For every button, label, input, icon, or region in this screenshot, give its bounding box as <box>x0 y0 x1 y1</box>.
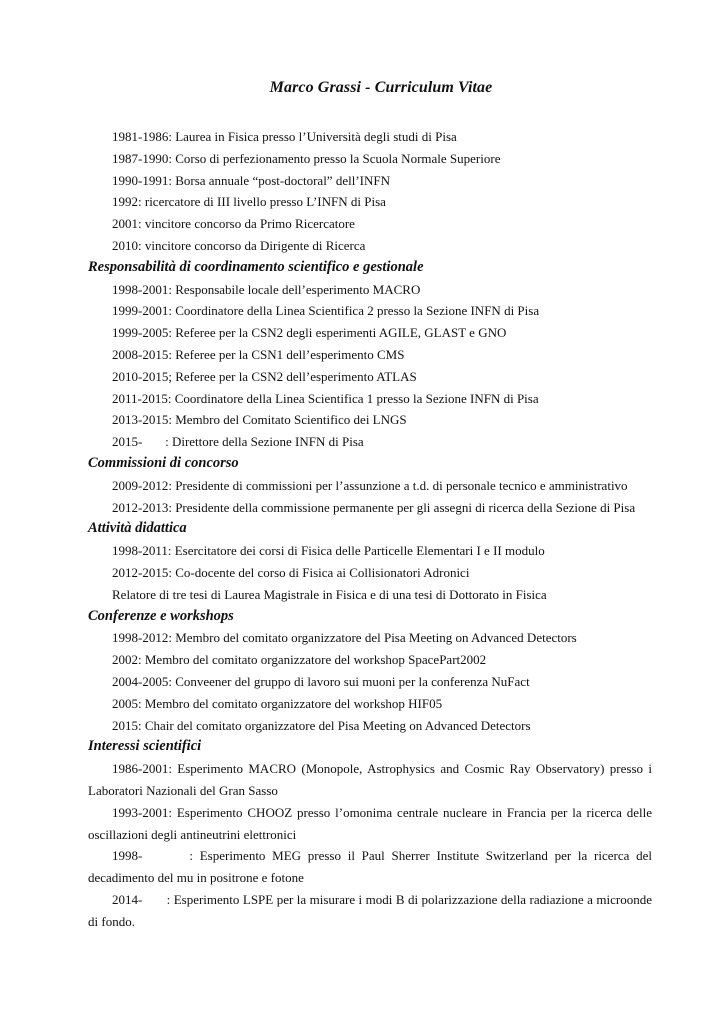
list-item: 1998-2001: Responsabile locale dell’esperimento MACRO <box>112 281 421 297</box>
document-title: Marco Grassi - Curriculum Vitae <box>269 79 493 96</box>
section-heading-conferenze: Conferenze e workshops <box>88 607 234 624</box>
career-list <box>88 126 652 257</box>
career-item: 1990-1991: Borsa annuale “post-doctoral” dell’INFN <box>112 172 390 188</box>
interessi-list <box>88 758 656 932</box>
responsabilita-list <box>88 279 652 453</box>
section-heading-commissioni: Commissioni di concorso <box>88 454 239 471</box>
list-item: 2012-2013: Presidente della commissione permanente per gli assegni di ricerca della Sezione di Pisa <box>112 499 636 515</box>
section-heading-interessi: Interessi scientifici <box>88 738 202 755</box>
paragraph: 2014- : Esperimento LSPE per la misurare i modi B di polarizzazione della radiazione a microonde di fondo. <box>88 891 656 929</box>
didattica-note: Relatore di tre tesi di Laurea Magistrale in Fisica e di una tesi di Dottorato in Fisica <box>112 586 547 602</box>
career-item: 2001: vincitore concorso da Primo Ricercatore <box>112 216 355 232</box>
list-item: 2004-2005: Conveener del gruppo di lavoro sui muoni per la conferenza NuFact <box>112 673 530 689</box>
list-item: 2013-2015: Membro del Comitato Scientifico dei LNGS <box>112 412 407 428</box>
career-item: 2010: vincitore concorso da Dirigente di Ricerca <box>112 237 366 253</box>
list-item: 2002: Membro del comitato organizzatore del workshop SpacePart2002 <box>112 652 487 668</box>
list-item: 2015: Chair del comitato organizzatore del Pisa Meeting on Advanced Detectors <box>112 717 531 733</box>
list-item: 2008-2015: Referee per la CSN1 dell’esperimento CMS <box>112 346 405 362</box>
career-item: 1987-1990: Corso di perfezionamento presso la Scuola Normale Superiore <box>112 150 501 166</box>
career-item: 1981-1986: Laurea in Fisica presso l’Università degli studi di Pisa <box>112 129 457 144</box>
conferenze-list <box>88 627 652 736</box>
didattica-list <box>88 540 652 605</box>
list-item: 1998-2012: Membro del comitato organizzatore del Pisa Meeting on Advanced Detectors <box>112 630 577 646</box>
list-item: 1999-2001: Coordinatore della Linea Scientifica 2 presso la Sezione INFN di Pisa <box>112 303 540 319</box>
list-item: 1998-2011: Esercitatore dei corsi di Fisica delle Particelle Elementari I e II modulo <box>112 543 545 559</box>
list-item: 2015- : Direttore della Sezione INFN di Pisa <box>112 434 364 450</box>
paragraph: 1993-2001: Esperimento CHOOZ presso l’omonima centrale nucleare in Francia per la ricerca delle oscillazioni degli antineutrini elettronici <box>88 804 652 842</box>
career-item: 1992: ricercatore di III livello presso L’INFN di Pisa <box>112 194 386 210</box>
list-item: 2010-2015; Referee per la CSN2 dell’esperimento ATLAS <box>112 368 417 384</box>
list-item: 2005: Membro del comitato organizzatore del workshop HIF05 <box>112 695 443 711</box>
commissioni-list <box>88 475 652 519</box>
section-heading-responsabilita: Responsabilità di coordinamento scientifico e gestionale <box>88 258 424 275</box>
list-item: 2009-2012: Presidente di commissioni per l’assunzione a t.d. di personale tecnico e amministrativo <box>112 477 628 493</box>
list-item: 1999-2005: Referee per la CSN2 degli esperimenti AGILE, GLAST e GNO <box>112 325 507 341</box>
paragraph: 1986-2001: Esperimento MACRO (Monopole, Astrophysics and Cosmic Ray Observatory) presso i Laboratori Nazionali del Gran Sasso <box>88 761 652 798</box>
list-item: 2012-2015: Co-docente del corso di Fisica ai Collisionatori Adronici <box>112 564 470 580</box>
list-item: 2011-2015: Coordinatore della Linea Scientifica 1 presso la Sezione INFN di Pisa <box>112 390 539 406</box>
section-heading-didattica: Attività didattica <box>88 520 187 537</box>
cv-content <box>88 126 656 932</box>
paragraph: 1998- : Esperimento MEG presso il Paul Sherrer Institute Switzerland per la ricerca del decadimento del mu in positrone e fotone <box>88 848 656 886</box>
